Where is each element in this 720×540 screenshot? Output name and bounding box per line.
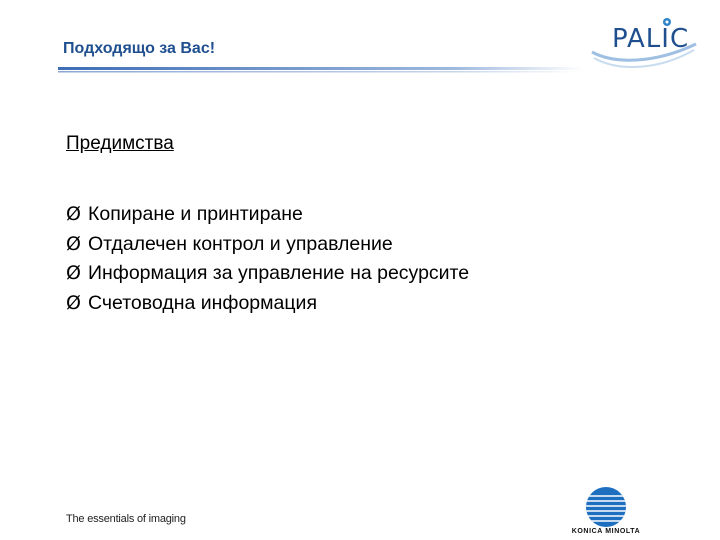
list-item-label: Информация за управление на ресурсите — [88, 262, 470, 284]
footer-tagline: The essentials of imaging — [66, 513, 186, 525]
brand-name: KONICA MINOLTA — [571, 528, 641, 535]
bullet-list — [66, 200, 469, 318]
arrow-bullet-icon: Ø — [66, 291, 81, 314]
konica-minolta-logo — [566, 486, 646, 540]
arrow-bullet-icon: Ø — [66, 262, 81, 284]
list-item-label: Счетоводна информация — [88, 291, 318, 314]
list-item — [66, 289, 469, 319]
list-item — [66, 230, 469, 260]
list-item-label: Копиране и принтиране — [88, 203, 303, 225]
arrow-bullet-icon: Ø — [66, 232, 81, 255]
konica-minolta-globe-icon — [566, 486, 646, 528]
section-heading: Предимства — [66, 133, 174, 154]
palic-logo-text: PALIC — [612, 24, 690, 54]
header-rule — [58, 67, 583, 75]
palic-logo — [584, 14, 704, 84]
header-title: Подходящо за Вас! — [63, 40, 216, 57]
list-item-label: Отдалечен контрол и управление — [88, 232, 393, 255]
list-item — [66, 259, 469, 289]
list-item — [66, 200, 469, 230]
arrow-bullet-icon: Ø — [66, 203, 81, 225]
